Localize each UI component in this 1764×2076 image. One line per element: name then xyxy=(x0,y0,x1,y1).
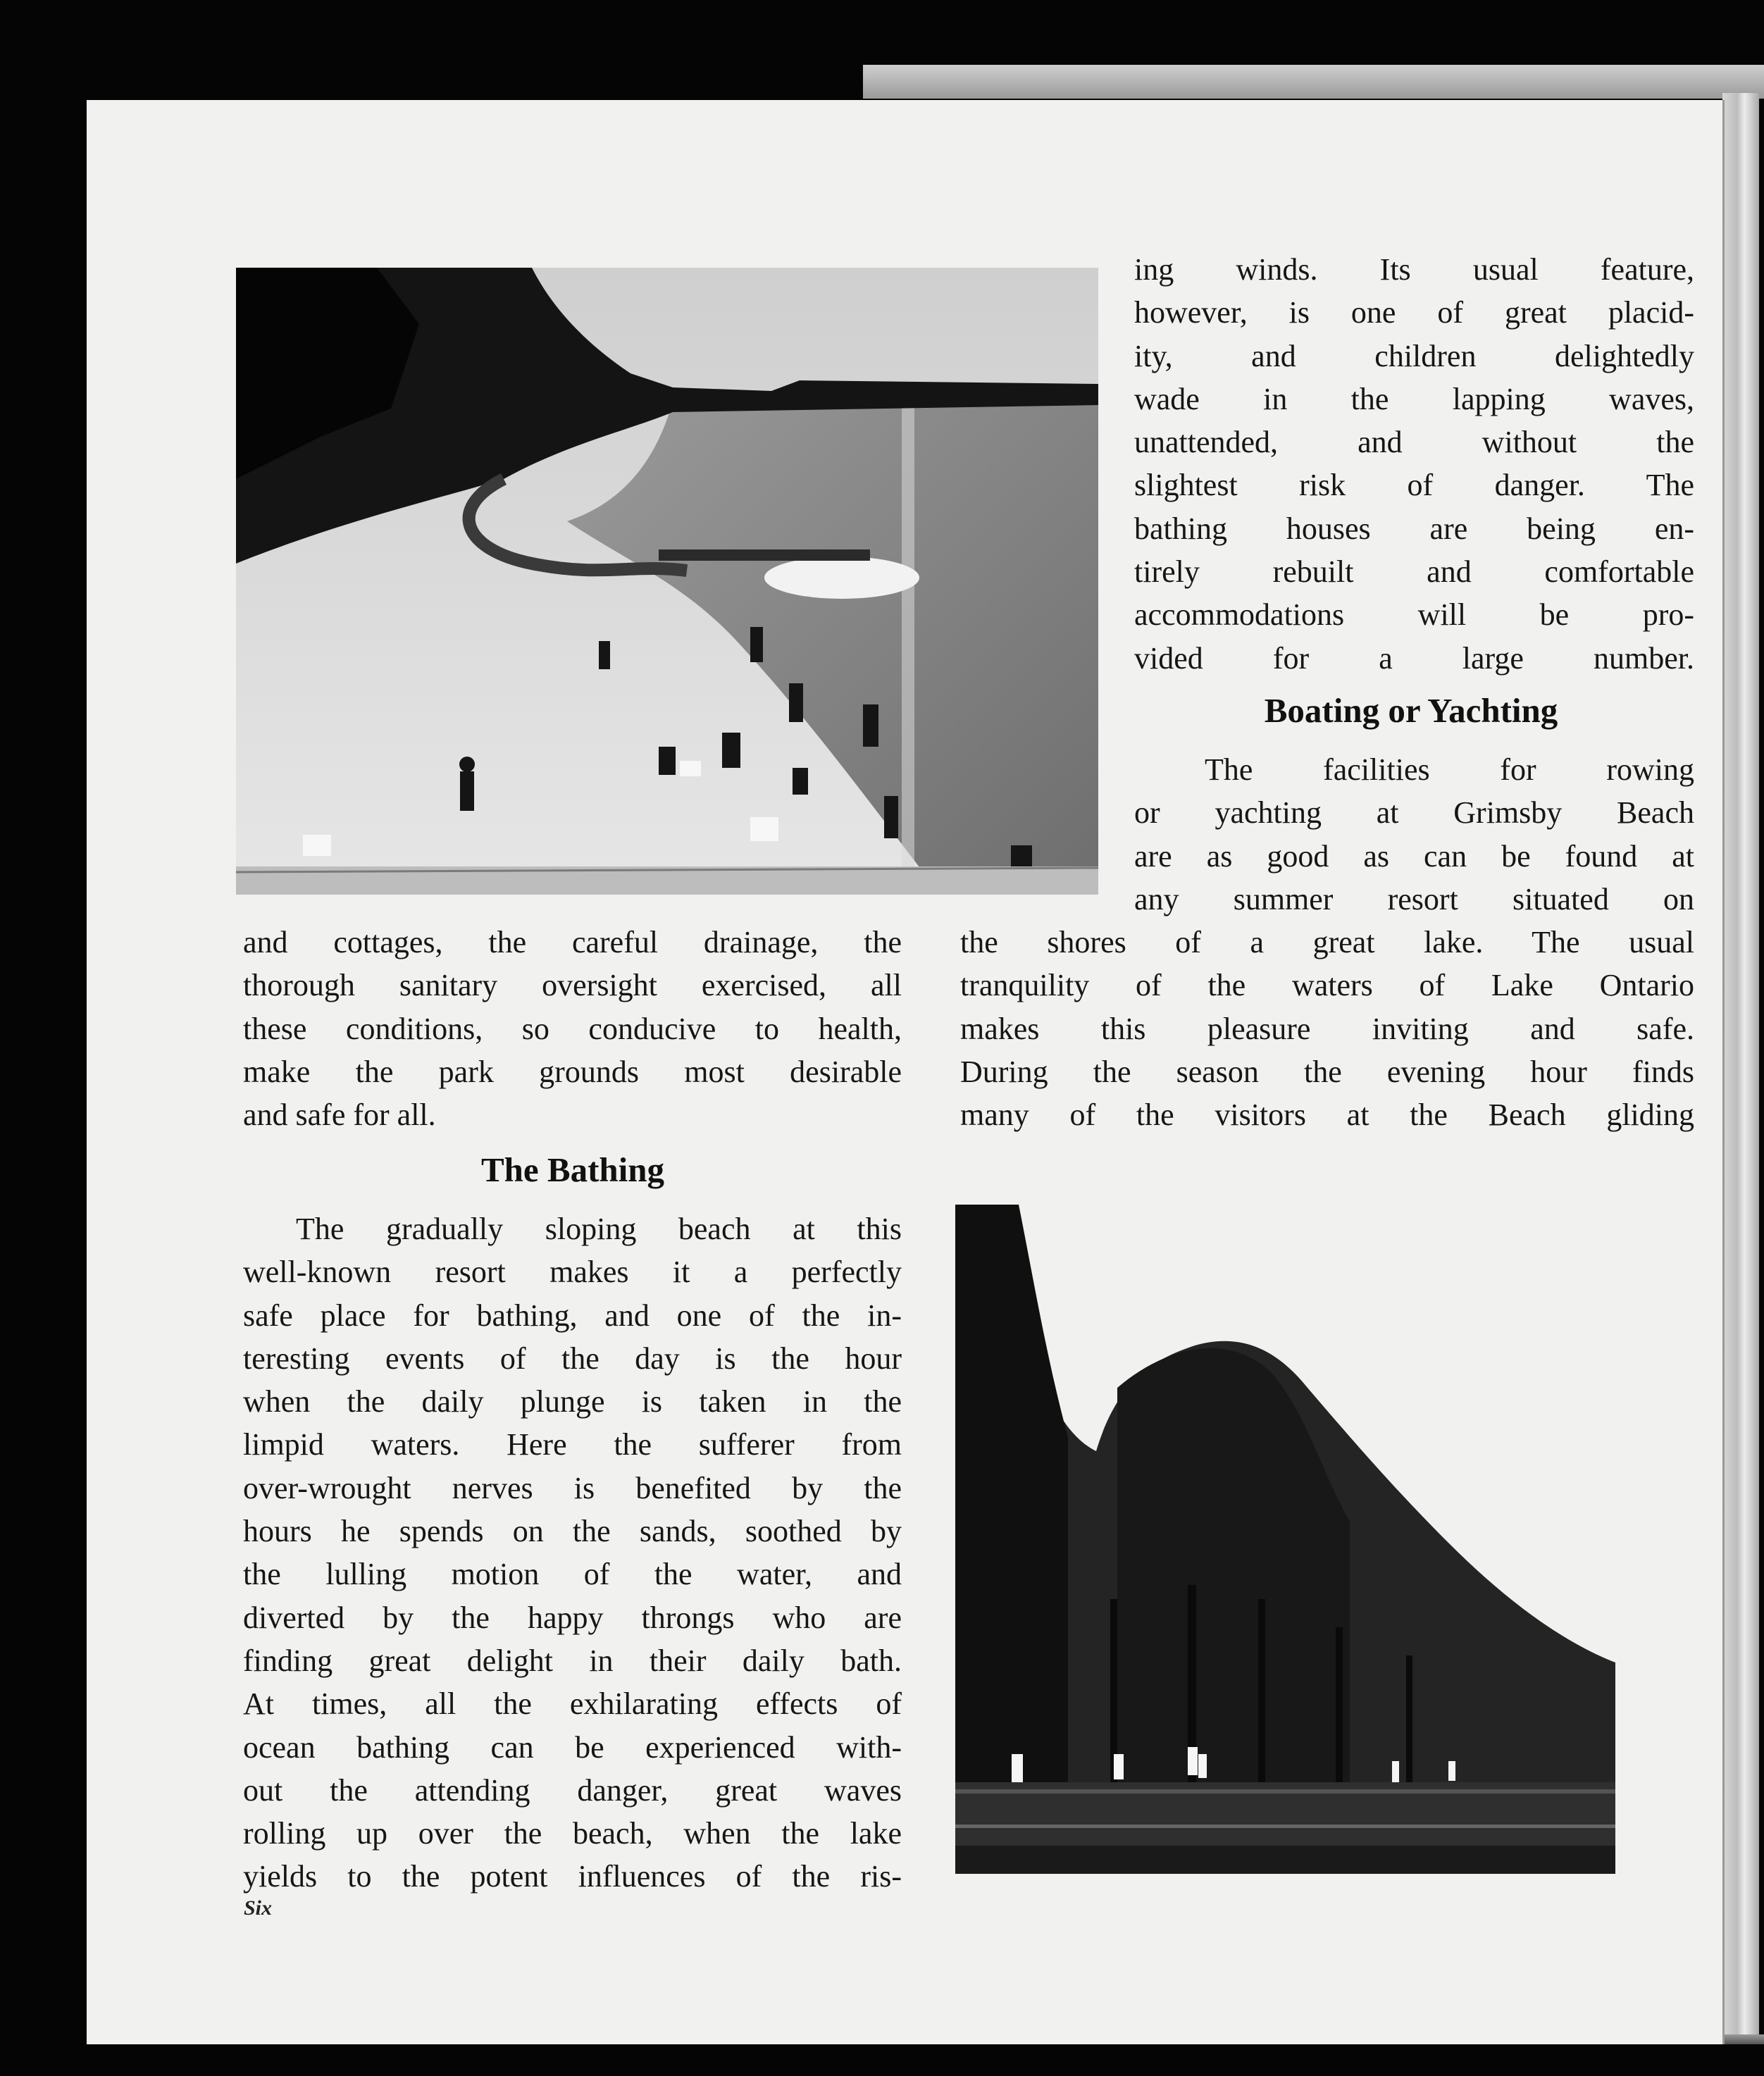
beach-photo xyxy=(236,268,1098,895)
beach-photo-graphic xyxy=(236,268,1098,895)
boating-text-narrow: The facilities for rowing or yachting at Grimsby Beach are as good as can be found at any summer resort situated on xyxy=(1134,752,1694,916)
page-folio: Six xyxy=(244,1896,273,1920)
bathing-text: The gradually sloping beach at this well-known resort makes it a perfectly safe place for bathing, and one of the in- teresting events of the day is the hour when the daily plunge is taken in the limpid waters. Here the sufferer from over-wrought nerves is benefited by the hours he spends on the sands, soothed by the lulling motion of the water, and diverted by the happy throngs who are finding great delight in their daily bath. At times, all the exhilarating effects of ocean bathing can be experienced with- out the attending danger, great waves rolling up over the beach, when the lake yields to the potent influences of the ris- xyxy=(243,1212,902,1894)
scan-edge-right xyxy=(1722,93,1759,2044)
boating-text-wide: the shores of a great lake. The usual tranquility of the waters of Lake Ontario makes this pleasure inviting and safe. During the season the evening hour finds many of the visitors at the Beach gliding xyxy=(960,925,1694,1133)
right-column-top-text: ing winds. Its usual feature, however, is one of great placid- ity, and children delightedly wade in the lapping waves, unattended, and without the slightest risk of danger. The bathing houses are being en- tirely rebuilt and comfortable accommodations will be pro- vided for a large number. xyxy=(1134,252,1694,676)
book-page xyxy=(87,100,1725,2044)
park-photo-graphic xyxy=(955,1205,1615,1874)
scan-edge-top xyxy=(863,65,1764,99)
park-photo xyxy=(955,1205,1615,1874)
boating-heading: Boating or Yachting xyxy=(1264,691,1558,730)
bathing-heading: The Bathing xyxy=(480,1150,665,1189)
left-column-mid-text: and cottages, the careful drainage, the thorough sanitary oversight exercised, all these conditions, so conducive to health, make the park grounds most desirable and safe for all. xyxy=(243,925,902,1133)
